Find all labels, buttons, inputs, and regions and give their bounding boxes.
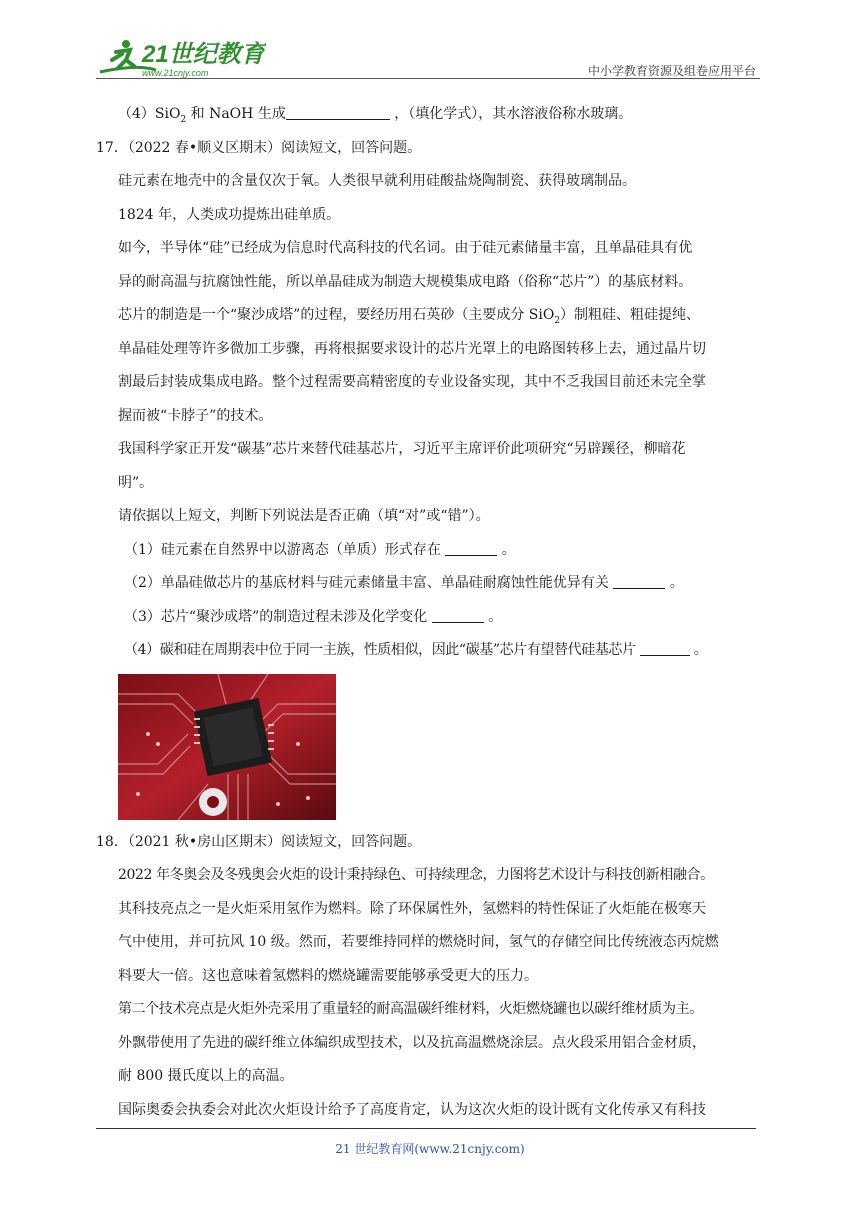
q17-prompt: 请依据以上短文，判断下列说法是否正确（填“对”或“错”）。: [118, 508, 490, 524]
answer-blank[interactable]: [613, 574, 665, 589]
q17-paragraph: 异的耐高温与抗腐蚀性能，所以单晶硅成为制造大规模集成电路（俗称“芯片”）的基底材料。: [118, 273, 693, 290]
header-divider: [96, 78, 760, 79]
q17-statement-2: （2）单晶硅做芯片的基底材料与硅元素储量丰富、单晶硅耐腐蚀性能优异有关 。: [124, 575, 684, 591]
q18-paragraph: 国际奥委会执委会对此次火炬设计给予了高度肯定，认为这次火炬的设计既有文化传承又有科技: [118, 1101, 706, 1118]
site-logo: [96, 36, 266, 80]
q17-paragraph: 硅元素在地壳中的含量仅次于氧。人类很早就利用硅酸盐烧陶制瓷、获得玻璃制品。: [118, 173, 636, 189]
q18-paragraph: 外飘带使用了先进的碳纤维立体编织成型技术，以及抗高温燃烧涂层。点火段采用铝合金材质，: [118, 1034, 706, 1051]
q17-statement-3: （3）芯片“聚沙成塔”的制造过程未涉及化学变化 。: [124, 608, 503, 625]
answer-blank[interactable]: [432, 608, 484, 623]
q17-paragraph: 如今，半导体“硅”已经成为信息时代高科技的代名词。由于硅元素储量丰富，且单晶硅具有优: [118, 240, 693, 256]
footer-divider: [96, 1128, 756, 1129]
q18-paragraph: 其科技亮点之一是火炬采用氢作为燃料。除了环保属性外，氢燃料的特性保证了火炬能在极寒天: [118, 900, 706, 917]
logo-url-text: www.21cnjy.com: [142, 68, 209, 78]
q17-paragraph: 芯片的制造是一个“聚沙成塔”的过程，要经历用石英砂（主要成分 SiO$_2$）制粗硅、粗硅提纯、: [118, 307, 701, 326]
q18-paragraph: 料要大一倍。这也意味着氢燃料的燃烧罐需要能够承受更大的压力。: [118, 967, 538, 984]
page-header: [96, 36, 760, 80]
logo-main-text: 21世纪教育: [142, 41, 265, 68]
document-body: [96, 98, 764, 1127]
q18-paragraph: 气中使用，并可抗风 10 级。然而，若要维持同样的燃烧时间，氢气的存储空间比传统液态丙烷燃: [118, 934, 719, 950]
q17-paragraph: 1824 年，人类成功提炼出硅单质。: [118, 206, 341, 223]
q17-paragraph: 握而被“卡脖子”的技术。: [118, 407, 273, 424]
answer-blank[interactable]: [445, 541, 497, 556]
question-17-title: 17．（2022 春•顺义区期末）阅读短文，回答问题。: [96, 139, 422, 156]
q16-item4: （4）SiO$_2$ 和 NaOH 生成 ，（填化学式），其水溶液俗称水玻璃。: [118, 106, 633, 125]
platform-title: 中小学教育资源及组卷应用平台: [587, 64, 756, 78]
page-footer: 21 世纪教育网(www.21cnjy.com): [335, 1142, 525, 1156]
q17-paragraph: 单晶硅处理等许多微加工步骤，再将根据要求设计的芯片光罩上的电路图转移上去，通过晶片切: [118, 340, 706, 357]
q18-paragraph: 2022 年冬奥会及冬残奥会火炬的设计秉持绿色、可持续理念，力图将艺术设计与科技创新相融合。: [118, 867, 714, 883]
q17-paragraph: 明”。: [118, 474, 154, 491]
answer-blank[interactable]: [286, 105, 390, 120]
q18-paragraph: 第二个技术亮点是火炬外壳采用了重量轻的耐高温碳纤维材料，火炬燃烧罐也以碳纤维材质为主。: [118, 1001, 703, 1017]
q17-paragraph: 我国科学家正开发“碳基”芯片来替代硅基芯片，习近平主席评价此项研究“另辟蹊径，柳暗花: [118, 441, 686, 457]
q17-paragraph: 割最后封装成集成电路。整个过程需要高精密度的专业设备实现，其中不乏我国目前还未完全掌: [118, 374, 706, 390]
question-18-title: 18．（2021 秋•房山区期末）阅读短文，回答问题。: [96, 833, 422, 850]
q18-paragraph: 耐 800 摄氏度以上的高温。: [118, 1068, 294, 1084]
q17-statement-1: （1）硅元素在自然界中以游离态（单质）形式存在 。: [124, 541, 516, 558]
chip-photo: [118, 674, 336, 820]
q17-statement-4: （4）碳和硅在周期表中位于同一主族，性质相似，因此“碳基”芯片有望替代硅基芯片 。: [124, 642, 708, 658]
answer-blank[interactable]: [640, 641, 690, 656]
